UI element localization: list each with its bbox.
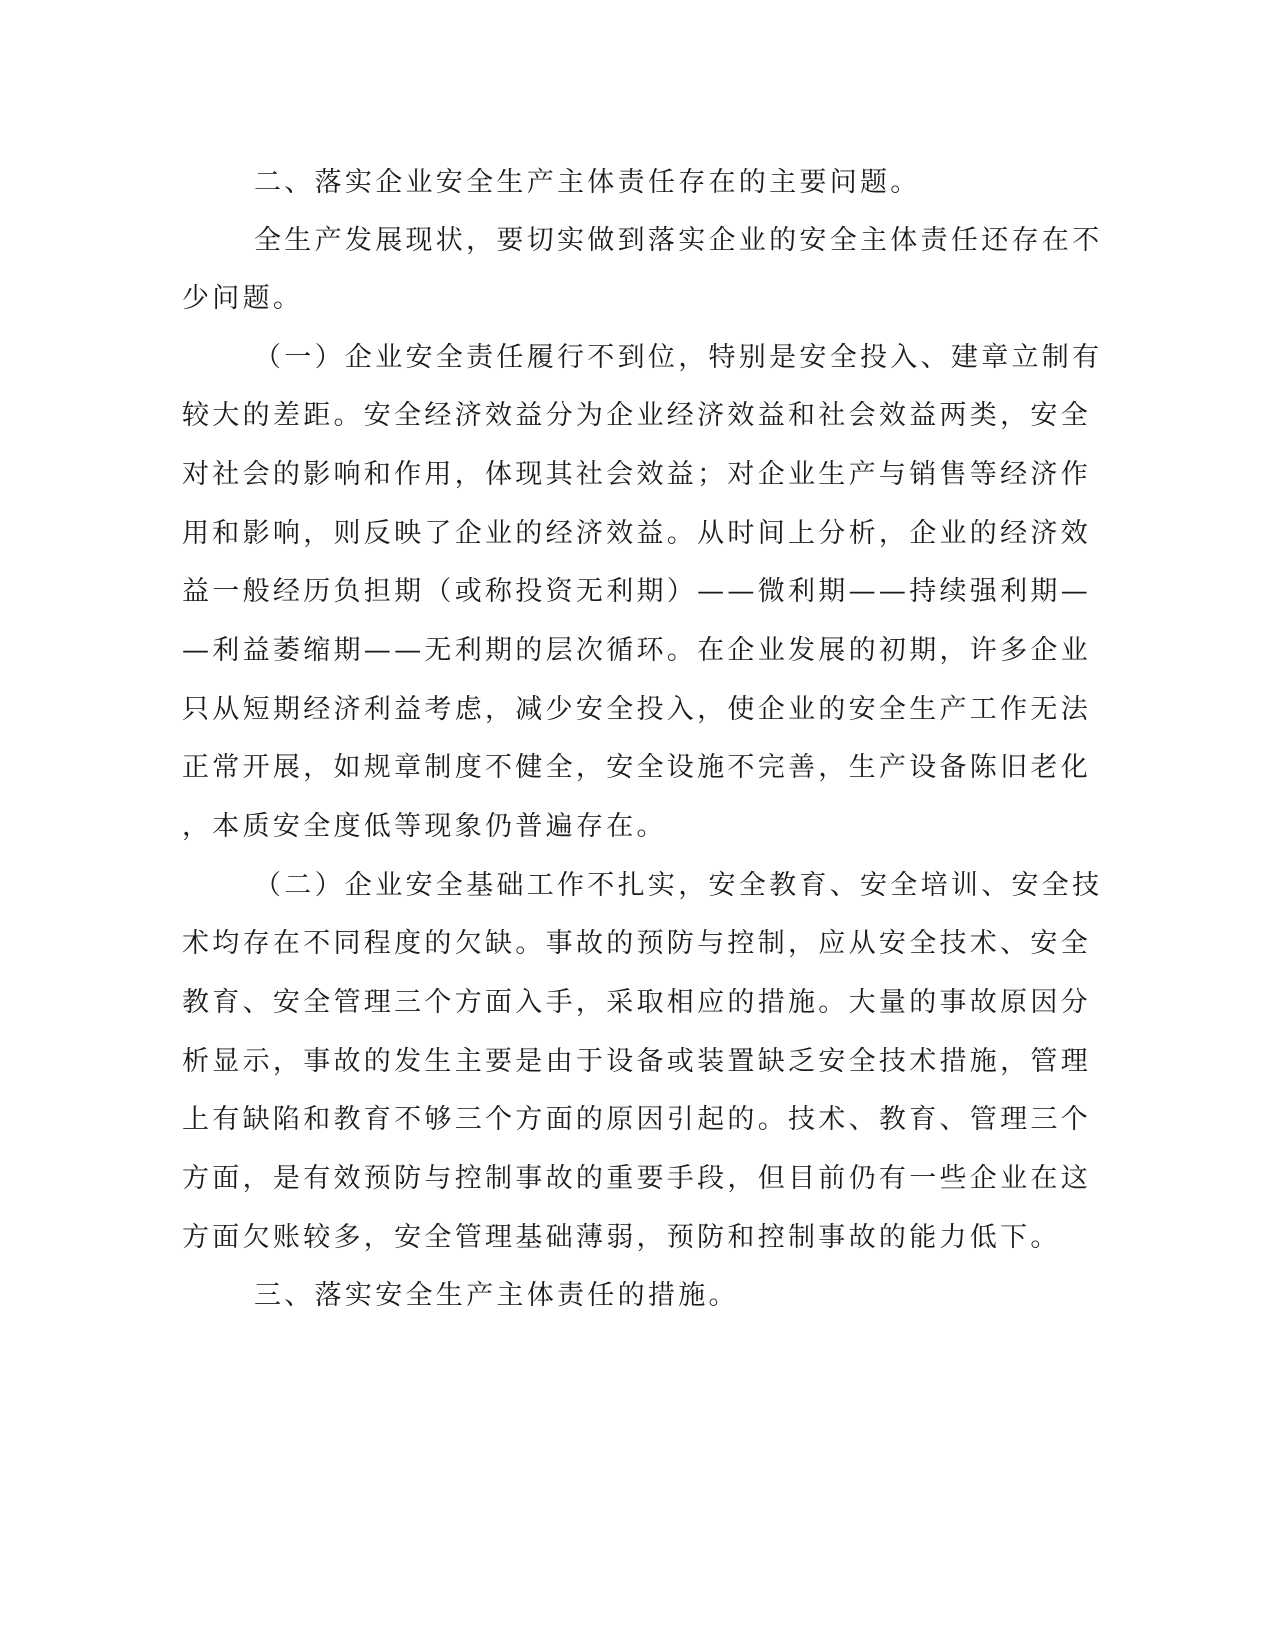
paragraph-line: 较大的差距。安全经济效益分为企业经济效益和社会效益两类，安全: [182, 400, 1091, 431]
subsection-heading-one: （一）企业安全责任履行不到位，特别是安全投入、建章立制有: [254, 342, 1103, 373]
paragraph-line: 只从短期经济利益考虑，减少安全投入，使企业的安全生产工作无法: [182, 694, 1091, 725]
paragraph-line: 方面欠账较多，安全管理基础薄弱，预防和控制事故的能力低下。: [182, 1222, 1061, 1253]
paragraph-line: 方面，是有效预防与控制事故的重要手段，但目前仍有一些企业在这: [182, 1163, 1091, 1194]
section-heading-three: 三、落实安全生产主体责任的措施。: [254, 1280, 739, 1311]
paragraph-line: —利益萎缩期——无利期的层次循环。在企业发展的初期，许多企业: [182, 635, 1091, 666]
paragraph-line: 上有缺陷和教育不够三个方面的原因引起的。技术、教育、管理三个: [182, 1104, 1091, 1135]
paragraph-line: 用和影响，则反映了企业的经济效益。从时间上分析，企业的经济效: [182, 518, 1091, 549]
paragraph-line: 术均存在不同程度的欠缺。事故的预防与控制，应从安全技术、安全: [182, 928, 1091, 959]
paragraph-line: 全生产发展现状，要切实做到落实企业的安全主体责任还存在不: [254, 225, 1103, 256]
paragraph-line: 正常开展，如规章制度不健全，安全设施不完善，生产设备陈旧老化: [182, 752, 1091, 783]
paragraph-line: 益一般经历负担期（或称投资无利期）——微利期——持续强利期—: [182, 576, 1091, 607]
paragraph-line: 析显示，事故的发生主要是由于设备或装置缺乏安全技术措施，管理: [182, 1046, 1091, 1077]
paragraph-line: 少问题。: [182, 283, 304, 314]
paragraph-line: ，本质安全度低等现象仍普遍存在。: [182, 811, 667, 842]
paragraph-line: 对社会的影响和作用，体现其社会效益；对企业生产与销售等经济作: [182, 459, 1091, 490]
paragraph-line: 教育、安全管理三个方面入手，采取相应的措施。大量的事故原因分: [182, 987, 1091, 1018]
section-heading-two: 二、落实企业安全生产主体责任存在的主要问题。: [254, 167, 921, 198]
subsection-heading-two: （二）企业安全基础工作不扎实，安全教育、安全培训、安全技: [254, 870, 1103, 901]
